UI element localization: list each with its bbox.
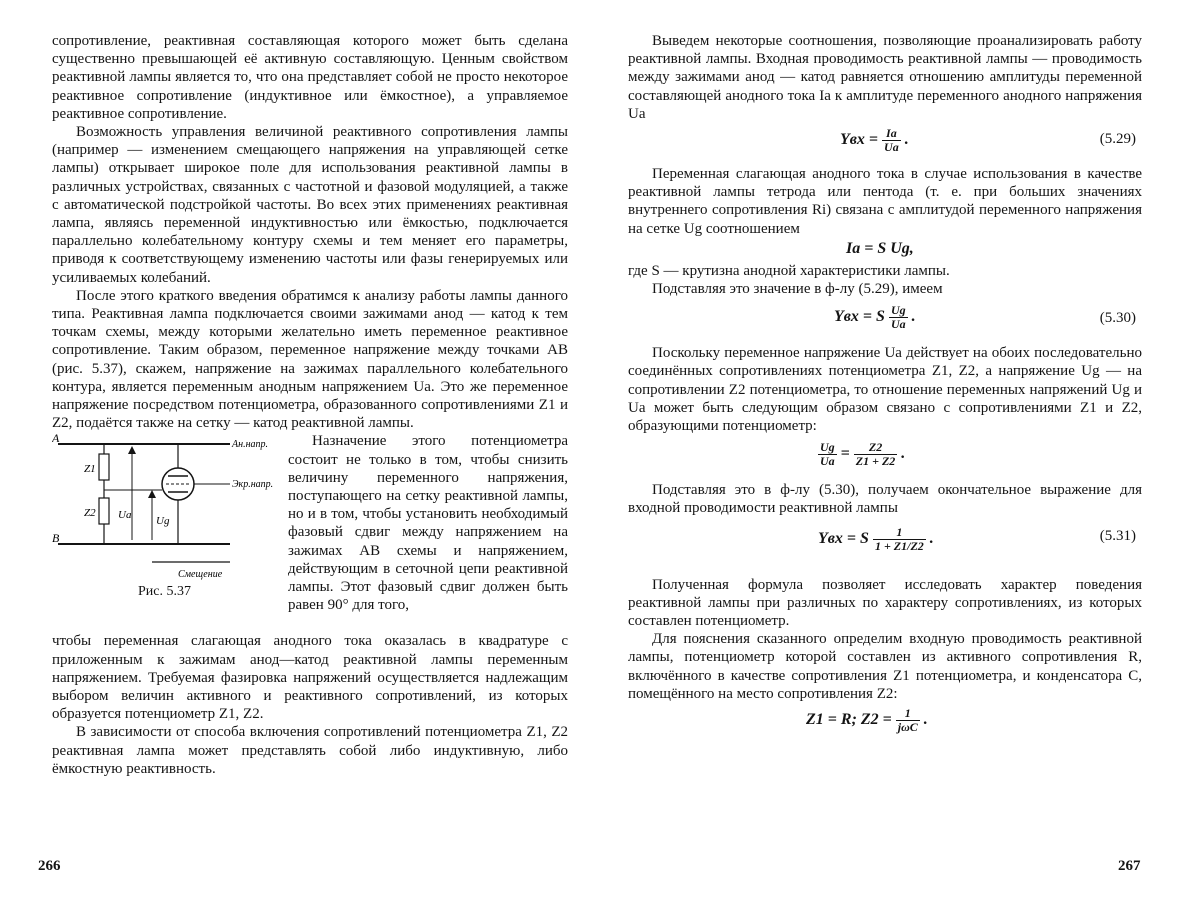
equation: Ia = S Ug, bbox=[846, 239, 914, 257]
figure-block bbox=[52, 432, 568, 632]
paragraph: Возможность управления величиной реактивного сопротивления лампы (например — изменением смещающего напряжения на управляющей сетке лампы) открывает широкое поле для использования реактивной лампы в различных устройствах, связанных с частотной и фазовой модуляцией, а также с автоматической подстройкой частоты. Во всех этих применениях реактивная лампа, являясь переменной индуктивностью или ёмкостью, подключается параллельно колебательному контуру схемы и тем меняет его параметры, приводя к соответствующему изменению частоты или фазы генерируемых или усиливаемых колебаний. bbox=[52, 124, 568, 286]
equation-5-30: Yвх = S $\frac{Ug}{Ua}$ . (5.30) bbox=[834, 303, 1136, 332]
label-a: А bbox=[52, 432, 60, 446]
label-screen-voltage: Экр.напр. bbox=[232, 479, 274, 491]
paragraph: Выведем некоторые соотношения, позволяющие проанализировать работу реактивной лампы. Входная проводимость реактивной лампы — проводимость между зажимами анод — катод равняется отношению амплитуды переменной составляющей анодного тока Ia к амплитуде переменного анодного напряжения Ua bbox=[628, 33, 1142, 122]
paragraph: Назначение этого потенциометра состоит не только в том, чтобы снизить величину переменного напряжения, поступающего на сетку реактивной лампы, но и в том, чтобы установить необходимый фазовый сдвиг между напряжением на зажимах AB схемы и напряжением, действующим в сеточной цепи реактивной лампы. Этот фазовый сдвиг должен быть равен 90° для того, bbox=[288, 433, 568, 614]
paragraph: Для пояснения сказанного определим входную проводимость реактивной лампы, потенциометр которой составлен из активного сопротивления R, включённого в качестве сопротивления Z1 потенциометра, и конденсатора C, помещённого на место сопротивления Z2: bbox=[628, 631, 1142, 702]
paragraph: где S — крутизна анодной характеристики лампы. bbox=[628, 262, 950, 279]
label-ug: Ug bbox=[156, 515, 170, 528]
label-z1: Z1 bbox=[84, 463, 96, 476]
page-number: 267 bbox=[1118, 858, 1141, 874]
equation-5-31: Yвх = S $\frac{1}{1 + Z1/Z2}$ . (5.31) bbox=[818, 524, 1136, 553]
equation-number: (5.30) bbox=[1099, 310, 1136, 327]
label-anode-voltage: Ан.напр. bbox=[232, 439, 269, 451]
label-bias: Смещение bbox=[178, 569, 223, 581]
paragraph: Поскольку переменное напряжение Ua действует на обоих последовательно соединённых сопротивлениях потенциометра Z1, Z2, а напряжение Ug — на сопротивлении Z2 потенциометра, то отношение переменных напряжений Ug и Ua может быть следующим образом связано с сопротивлениями Z1 и Z2, образующими потенциометр: bbox=[628, 345, 1142, 435]
paragraph: Полученная формула позволяет исследовать характер поведения реактивной лампы при различных по характеру сопротивлениях, из которых составлен потенциометр. bbox=[628, 576, 1142, 630]
equation: Z1 = R; Z2 = $\frac{1}{\text{jωC}}$ . bbox=[806, 706, 928, 735]
figure-caption: Рис. 5.37 bbox=[138, 584, 191, 600]
paragraph: сопротивление, реактивная составляющая которого может быть сделана существенно превышающей её активную составляющую. Ценным свойством реактивной лампы является то, что она представляет собой не просто некоторое реактивное сопротивление (индуктивное или ёмкостное), а управляемое реактивное сопротивление. bbox=[52, 33, 568, 122]
right-page bbox=[628, 32, 1142, 739]
paragraph: чтобы переменная слагающая анодного тока оказалась в квадратуре с приложенным к зажимам анод—катод реактивной лампы переменным напряжением. Требуемая фазировка напряжений осуществляется надлежащим выбором величин активного и реактивного сопротивлений, из которых образуется потенциометр Z1, Z2. bbox=[52, 633, 568, 723]
equation-5-29: Yвх = $\frac{Ia}{Ua}$ . (5.29) bbox=[840, 126, 1136, 155]
equation-number: (5.31) bbox=[1099, 527, 1136, 544]
equation-number: (5.29) bbox=[1099, 131, 1136, 148]
page-number: 266 bbox=[38, 858, 61, 874]
paragraph: Подставляя это в ф-лу (5.30), получаем окончательное выражение для входной проводимости реактивной лампы bbox=[628, 482, 1142, 517]
label-ua: Ua bbox=[118, 509, 132, 522]
label-z2: Z2 bbox=[84, 507, 96, 520]
paragraph: После этого краткого введения обратимся к анализу работы лампы данного типа. Реактивная лампа подключается своими зажимами анод — катод к тем точкам схемы, между которыми желательно иметь переменное реактивное сопротивление. Таким образом, переменное напряжение между точками AB (рис. 5.37), скажем, напряжение на зажимах параллельного колебательного контура, является переменным анодным напряжением Ua. Это же переменное напряжение посредством потенциометра, образованного сопротивлениями Z1 и Z2, подаётся также на сетку — катод реактивной лампы. bbox=[52, 287, 568, 432]
paragraph: Переменная слагающая анодного тока в случае использования в качестве реактивной лампы тетрода или пентода (т. е. при больших значениях внутреннего сопротивления Ri) связана с амплитудой переменного напряжения на сетке Ug соотношением bbox=[628, 166, 1142, 237]
equation: $\frac{Ug}{Ua}$ = $\frac{Z2}{Z1 + Z2}$ . bbox=[820, 440, 906, 469]
paragraph: В зависимости от способа включения сопротивлений потенциометра Z1, Z2 реактивная лампа может представлять собой либо индуктивную, либо ёмкостную реактивность. bbox=[52, 724, 568, 777]
paragraph: Подставляя это значение в ф-лу (5.29), имеем bbox=[652, 281, 943, 298]
label-b: В bbox=[52, 531, 60, 546]
left-page bbox=[52, 32, 568, 778]
